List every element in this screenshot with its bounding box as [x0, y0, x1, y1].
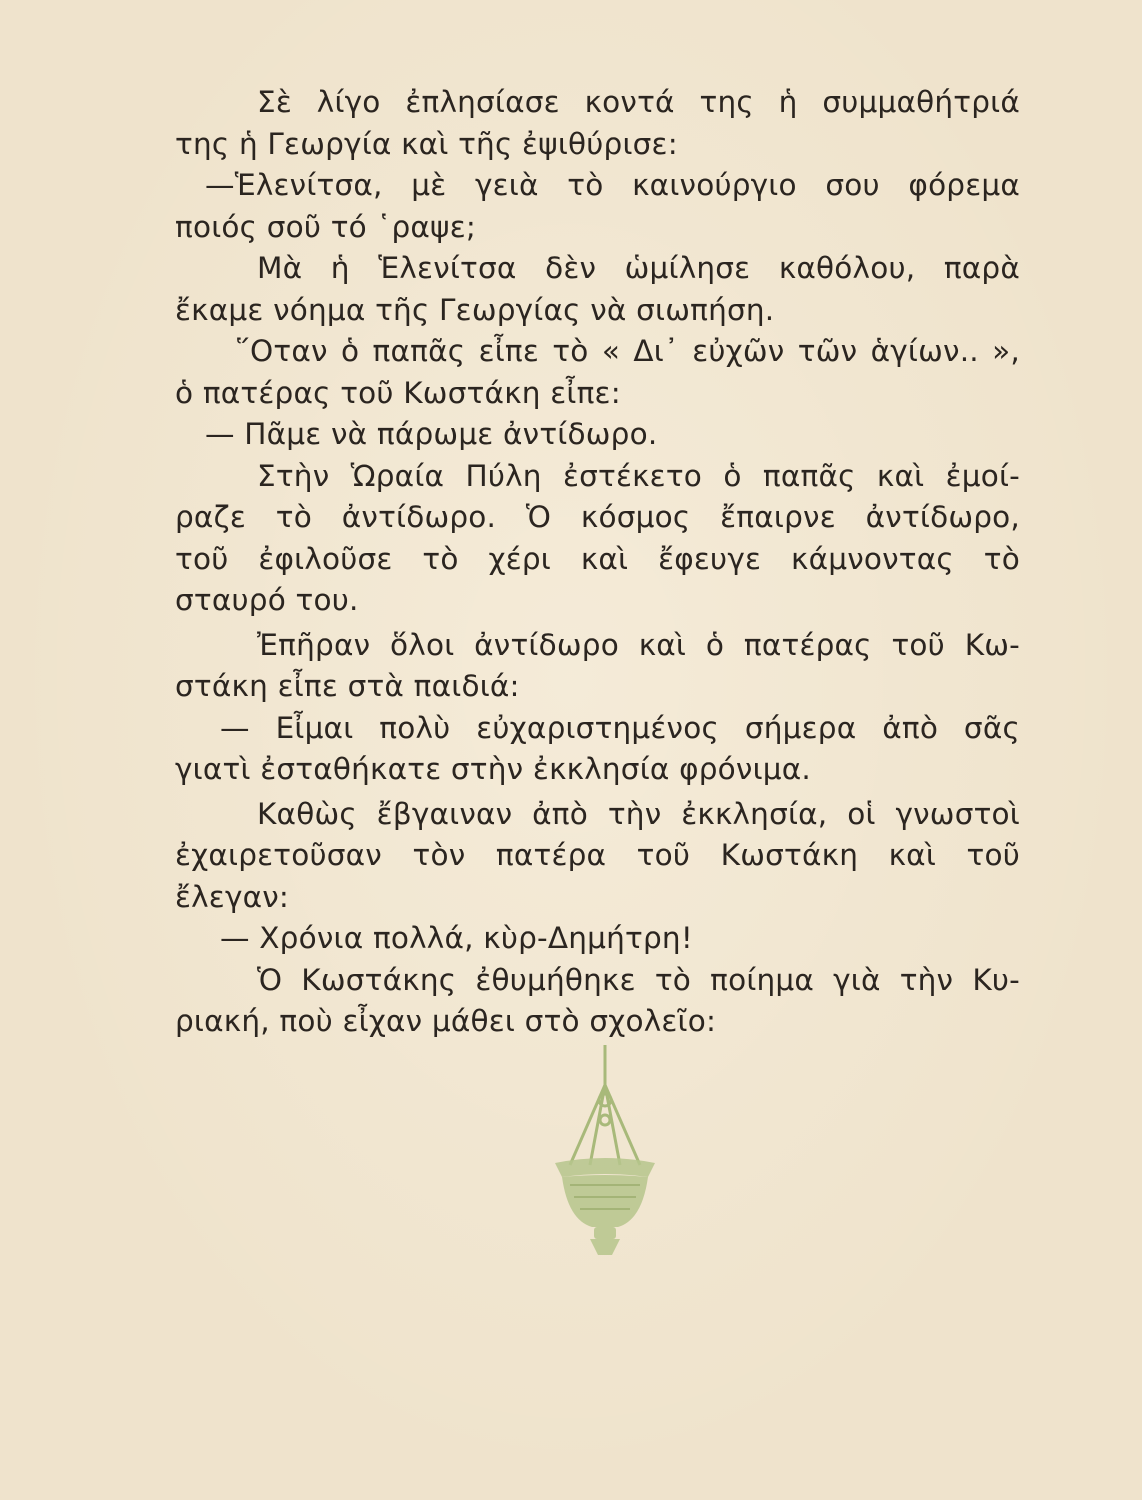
body-text — [175, 82, 1020, 1043]
text-line: ραζε τὸ ἀντίδωρο. Ὁ κόσμος ἔπαιρνε ἀντίδωρο, — [175, 500, 1020, 534]
text-line: Στὴν Ὡραία Πύλη ἐστέκετο ὁ παπᾶς καὶ ἐμοί- — [257, 458, 1020, 493]
text-line: ῞Οταν ὁ παπᾶς εἶπε τὸ « Δι᾽ εὐχῶν τῶν ἁγίων.. », — [235, 334, 1020, 368]
text-line: ἔλεγαν: — [175, 879, 290, 914]
text-line: Μὰ ἡ Ἑλενίτσα δὲν ὡμίλησε καθόλου, παρὰ — [257, 251, 1020, 285]
text-line: Ὁ Κωστάκης ἐθυμήθηκε τὸ ποίημα γιὰ τὴν Κυ- — [257, 962, 1020, 997]
text-line: —Ἑλενίτσα, μὲ γειὰ τὸ καινούργιο σου φόρεμα — [205, 168, 1020, 202]
text-line: στάκη εἶπε στὰ παιδιά: — [175, 669, 520, 703]
text-line: τοῦ ἐφιλοῦσε τὸ χέρι καὶ ἔφευγε κάμνοντας τὸ — [175, 541, 1020, 576]
text-line: Σὲ λίγο ἐπλησίασε κοντά της ἡ συμμαθήτριά — [257, 85, 1020, 119]
text-line: — Χρόνια πολλά, κὺρ-Δημήτρη! — [220, 921, 693, 955]
text-line: Ἐπῆραν ὅλοι ἀντίδωρο καὶ ὁ πατέρας τοῦ Κω- — [257, 627, 1020, 662]
text-line: — Εἶμαι πολὺ εὐχαριστημένος σήμερα ἀπὸ σᾶς — [220, 710, 1020, 745]
text-line: γιατὶ ἐσταθήκατε στὴν ἐκκλησία φρόνιμα. — [175, 752, 811, 786]
text-line: ὁ πατέρας τοῦ Κωστάκη εἶπε: — [175, 375, 621, 410]
hanging-oil-lamp-icon — [530, 1045, 680, 1260]
text-line: — Πᾶμε νὰ πάρωμε ἀντίδωρο. — [205, 417, 658, 451]
text-line: ἔκαμε νόημα τῆς Γεωργίας νὰ σιωπήση. — [175, 292, 775, 327]
text-line: ριακή, ποὺ εἶχαν μάθει στὸ σχολεῖο: — [175, 1004, 717, 1038]
text-line: ἐχαιρετοῦσαν τὸν πατέρα τοῦ Κωστάκη καὶ τοῦ — [175, 838, 1020, 872]
text-line: της ἡ Γεωργία καὶ τῆς ἐψιθύρισε: — [175, 126, 678, 161]
text-line: Καθὼς ἔβγαιναν ἀπὸ τὴν ἐκκλησία, οἱ γνωστοὶ — [257, 796, 1020, 831]
text-line: ποιός σοῦ τό ῾ραψε; — [175, 209, 476, 244]
text-line: σταυρό του. — [175, 583, 359, 617]
